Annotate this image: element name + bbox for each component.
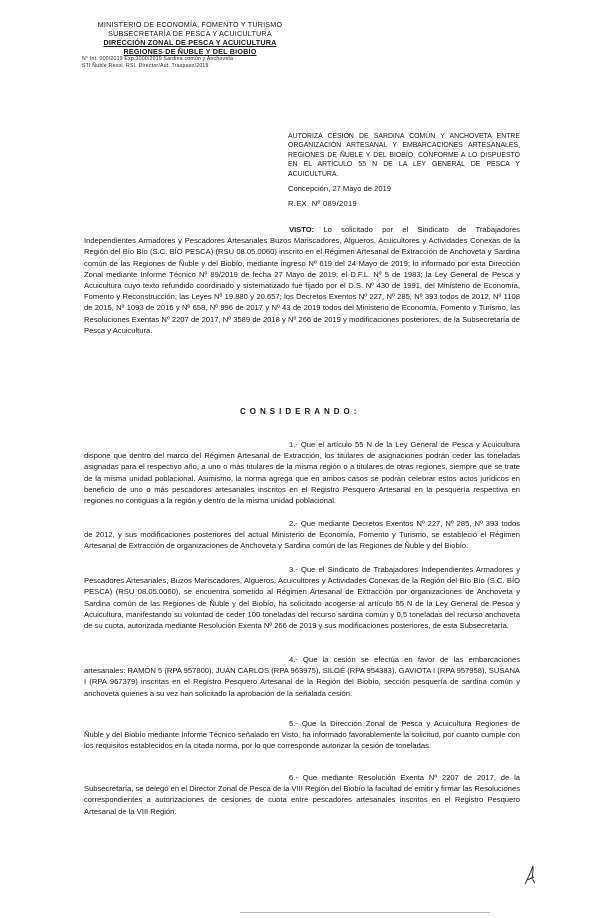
visto-text: Lo solicitado por el Sindicato de Trabajadores Independientes Armadores y Pescadores Artesanales Buzos Mariscadores, Algueros, Acuicultores y Actividades Conexas de la Región del Bío Bío (S.C. BÍO PESCA) (RSU 08.05.0060) inscrito en el Régimen Artesanal de Extracción de Anchoveta y Sardina común de las Regiones de Ñuble y del Biobío, mediante ingreso Nº 619 del 24 Mayo de 2019; lo informado por esta Dirección Zonal mediante Informe Técnico Nº 89/2019 de fecha 27 Mayo de 2019; el D.F.L. Nº 5 de 1983; la Ley General de Pesca y Acuicultura cuyo texto refundido coordinado y sistematizado fue fijado por el D.S. Nº 430 de 1991, del Ministerio de Economía, Fomento y Reconstrucción; las Leyes Nº 19.880 y 20.657; los Decretos Exentos Nº 227, Nº 285, Nº 393 todos de 2012, Nº 1108 de 2015, Nº 1093 de 2016 y Nº 658, Nº 996 de 2017 y Nº 43 de 2019 todos del Ministerio de Economía, Fomento y Turismo, las Resoluciones Exentas Nº 2207 de 2017, Nº 3589 de 2018 y Nº 266 de 2019 y modificaciones posteriores, de la Subsecretaría de Pesca y Acuicultura.: [84, 225, 520, 335]
internal-reference-2: STI Ñuble Resol. RSI. Director/Aut. Traspaso/2019: [82, 63, 209, 69]
zonal-direction-name: DIRECCIÓN ZONAL DE PESCA Y ACUICULTURA: [103, 38, 277, 47]
considerando-1: 1.- Que el artículo 55 N de la Ley General de Pesca y Acuicultura dispone que dentro del marco del Régimen Artesanal de Extracción, los titulares de asignaciones podrán ceder las toneladas asignadas para el respectivo año, a uno o más titulares de la misma región o a titulares de otras regiones, siempre que se trate de la misma unidad poblacional. Asimismo, la norma agrega que en ambos casos se podrán celebrar estos actos jurídicos en beneficio de uno o más pescadores artesanales inscritos en el Registro Pesquero Artesanal en la pesquería respectiva en regiones no contiguas a la región y dentro de la misma unidad poblacional.: [84, 440, 520, 506]
considerando-heading: CONSIDERANDO:: [240, 407, 361, 416]
signature-mark: [522, 862, 538, 888]
ministry-name: MINISTERIO DE ECONOMÍA, FOMENTO Y TURISMO: [97, 20, 283, 29]
considerando-2: 2.- Que mediante Decretos Exentos Nº 227, Nº 285, Nº 393 todos de 2012, y sus modificaciones posteriores del actual Ministerio de Economía, Fomento y Turismo, se estableció el Régimen Artesanal de Extracción de organizaciones de Anchoveta y Sardina común de las Regiones de Ñuble y del Biobío.: [84, 519, 520, 551]
subsecretaria-name: SUBSECRETARÍA DE PESCA Y ACUICULTURA: [108, 29, 272, 38]
resolution-number: R.EX. Nº 089/2019: [288, 199, 358, 208]
resolution-subject: AUTORIZA CESIÓN DE SARDINA COMÚN Y ANCHOVETA ENTRE ORGANIZACIÓN ARTESANAL Y EMBARCACIONES ARTESANALES, REGIONES DE ÑUBLE Y DEL BIOBÍO, CONFORME A LO DISPUESTO EN EL ARTÍCULO 55 N DE LA LEY GENERAL DE PESCA Y ACUICULTURA.: [288, 133, 520, 178]
visto-paragraph: [84, 224, 520, 336]
considerando-5: 5.- Que la Dirección Zonal de Pesca y Acuicultura Regiones de Ñuble y del Biobío mediante Informe Técnico señalado en Visto, ha informado favorablemente la solicitud, por cuanto cumple con los requisitos establecidos en la citada norma, por lo que corresponde autorizar la cesión de toneladas.: [84, 719, 520, 751]
footer-divider: [240, 912, 490, 913]
visto-label: VISTO:: [289, 225, 315, 234]
internal-reference-1: N° Int. 000/2019 Exp.1000/2019 Sardina común y Anchoveta: [82, 56, 234, 62]
considerando-3: 3.- Que el Sindicato de Trabajadores Independientes Armadores y Pescadores Artesanales, Buzos Mariscadores, Algueros, Acuicultores y Actividades Conexas de la Región del Bío Bío (S.C. BÍO PESCA) (RSU 08.05.0060), se encuentra sometido al Régimen Artesanal de Extracción por organizaciones de Anchoveta y Sardina común de las Regiones de Ñuble y del Biobío, ha solicitado acogerse al artículo 55 N de la Ley General de Pesca y Acuicultura, manifestando su voluntad de ceder 100 toneladas del recurso sardina común y 0,5 toneladas del recurso anchoveta de su cuota, autorizada mediante Resolución Exenta Nº 266 de 2019 y sus modificaciones posteriores, de esta Subsecretaría.: [84, 565, 520, 631]
letterhead: [80, 20, 300, 70]
considerando-6: 6.- Que mediante Resolución Exenta Nº 2207 de 2017, de la Subsecretaría, se delegó en el Director Zonal de Pesca de la VIII Región del Biobío la facultad de emitir y firmar las Resoluciones correspondientes a autorizaciones de cesiones de cuota entre pescadores artesanales inscritos en el Registro Pesquero Artesanal de la VIII Región.: [84, 773, 520, 816]
considerando-4: 4.- Que la cesión se efectúa en favor de las embarcaciones artesanales: RAMÓN 5 (RPA 957800), JUAN CARLOS (RPA 963975), SILOÉ (RPA 954383), GAVIOTA I (RPA 957958), SUSANA I (RPA 967379) inscritas en el Registro Pesquero Artesanal de la Región del Biobío, sección pesquería de sardina común y anchoveta quienes a su vez han solicitado la aprobación de la señalada cesión.: [84, 655, 520, 698]
date-line: Concepción, 27 Mayo de 2019: [288, 184, 392, 193]
regions-name: REGIONES DE ÑUBLE Y DEL BIOBÍO: [123, 47, 257, 56]
